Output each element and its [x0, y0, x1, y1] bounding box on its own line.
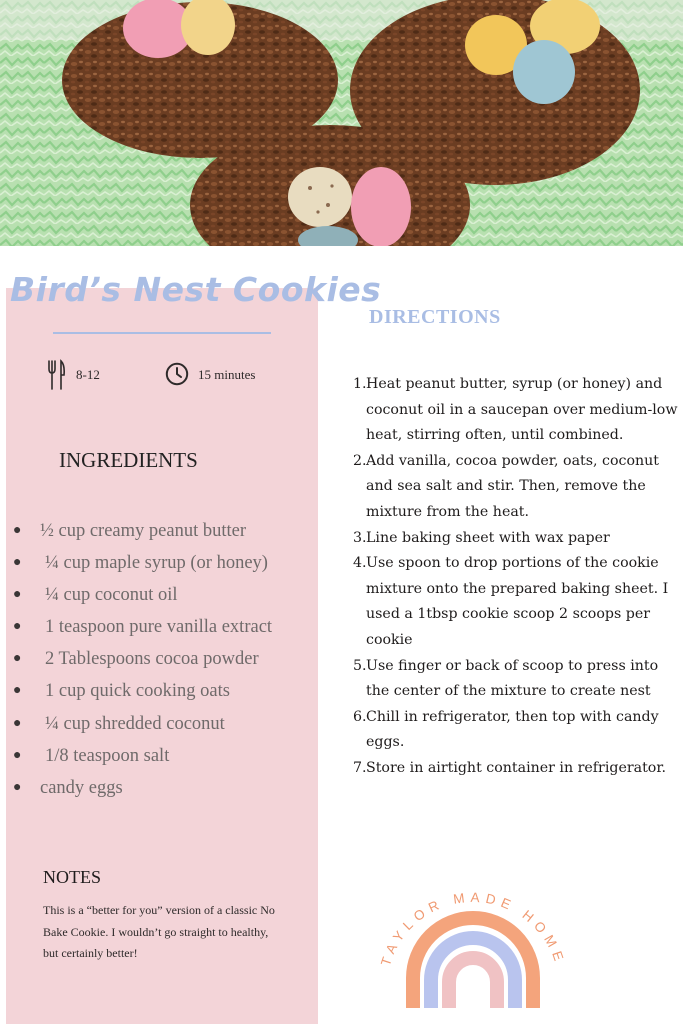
- list-item: [0, 740, 318, 772]
- hero-photo: [0, 0, 683, 246]
- bullet-icon: ●: [13, 779, 22, 795]
- ingredients-list: [0, 515, 318, 804]
- directions-list: [350, 372, 680, 782]
- time-value: 15 minutes: [198, 367, 256, 382]
- fork-knife-icon: [46, 359, 66, 391]
- list-item: [0, 515, 318, 547]
- list-item: [0, 675, 318, 707]
- ingredient-text: ¼ cup coconut oil: [45, 585, 178, 606]
- bullet-icon: ●: [13, 747, 22, 763]
- direction-step: [350, 756, 680, 782]
- direction-step: [350, 372, 680, 449]
- ingredient-text: ¼ cup shredded coconut: [45, 713, 225, 734]
- ingredient-text: 1 teaspoon pure vanilla extract: [45, 617, 273, 638]
- taylor-made-home-logo: [373, 878, 573, 1018]
- list-item: [0, 611, 318, 643]
- list-item: [0, 547, 318, 579]
- direction-step: [350, 705, 680, 756]
- step-number: 7.: [353, 759, 367, 776]
- step-number: 2.: [353, 452, 367, 469]
- ingredient-text: ½ cup creamy peanut butter: [40, 521, 246, 541]
- directions-heading: DIRECTIONS: [369, 306, 501, 328]
- svg-text:TAYLOR MADE HOME: TAYLOR MADE HOME: [377, 889, 569, 968]
- step-text: Use spoon to drop portions of the cookie mixture onto the prepared baking sheet. I used a 1tbsp cookie scoop 2 scoops per cookie: [366, 555, 669, 648]
- step-number: 6.: [353, 708, 367, 725]
- step-text: Use finger or back of scoop to press into the center of the mixture to create nest: [366, 657, 659, 700]
- servings-value: 8-12: [76, 367, 100, 382]
- step-number: 1.: [353, 376, 367, 392]
- clock-icon: [165, 362, 189, 386]
- step-text: Chill in refrigerator, then top with candy eggs.: [366, 708, 659, 751]
- direction-step: [350, 449, 680, 526]
- ingredients-heading: INGREDIENTS: [59, 448, 198, 472]
- ingredient-text: ¼ cup maple syrup (or honey): [45, 553, 268, 574]
- direction-step: [350, 654, 680, 705]
- list-item: [0, 579, 318, 611]
- list-item: [0, 772, 318, 804]
- bullet-icon: ●: [13, 555, 22, 571]
- bullet-icon: ●: [13, 619, 22, 635]
- step-text: Store in airtight container in refrigerator.: [366, 759, 667, 776]
- bullet-icon: ●: [13, 715, 22, 731]
- step-number: 4.: [353, 555, 367, 572]
- ingredient-text: 2 Tablespoons cocoa powder: [45, 649, 259, 670]
- ingredient-text: candy eggs: [40, 777, 123, 798]
- bullet-icon: ●: [13, 523, 22, 538]
- ingredient-text: 1/8 teaspoon salt: [45, 745, 170, 766]
- ingredient-text: 1 cup quick cooking oats: [45, 681, 230, 702]
- notes-body: This is a “better for you” version of a classic No Bake Cookie. I wouldn’t go straight to healthy, but certainly better!: [43, 903, 275, 960]
- step-number: 3.: [353, 529, 367, 546]
- direction-step: [350, 551, 680, 653]
- bullet-icon: ●: [13, 587, 22, 603]
- notes-heading: NOTES: [43, 867, 101, 887]
- title-divider: [53, 332, 271, 334]
- step-number: 5.: [353, 657, 367, 674]
- step-text: Add vanilla, cocoa powder, oats, coconut and sea salt and stir. Then, remove the mixture from the heat.: [366, 452, 660, 520]
- step-text: Heat peanut butter, syrup (or honey) and coconut oil in a saucepan over medium-low heat, stirring often, until combined.: [366, 376, 678, 444]
- list-item: [0, 708, 318, 740]
- direction-step: [350, 526, 680, 552]
- bullet-icon: ●: [13, 651, 22, 667]
- list-item: [0, 643, 318, 675]
- recipe-title: Bird’s Nest Cookies: [10, 270, 382, 309]
- bullet-icon: ●: [13, 683, 22, 699]
- step-text: Line baking sheet with wax paper: [366, 529, 610, 546]
